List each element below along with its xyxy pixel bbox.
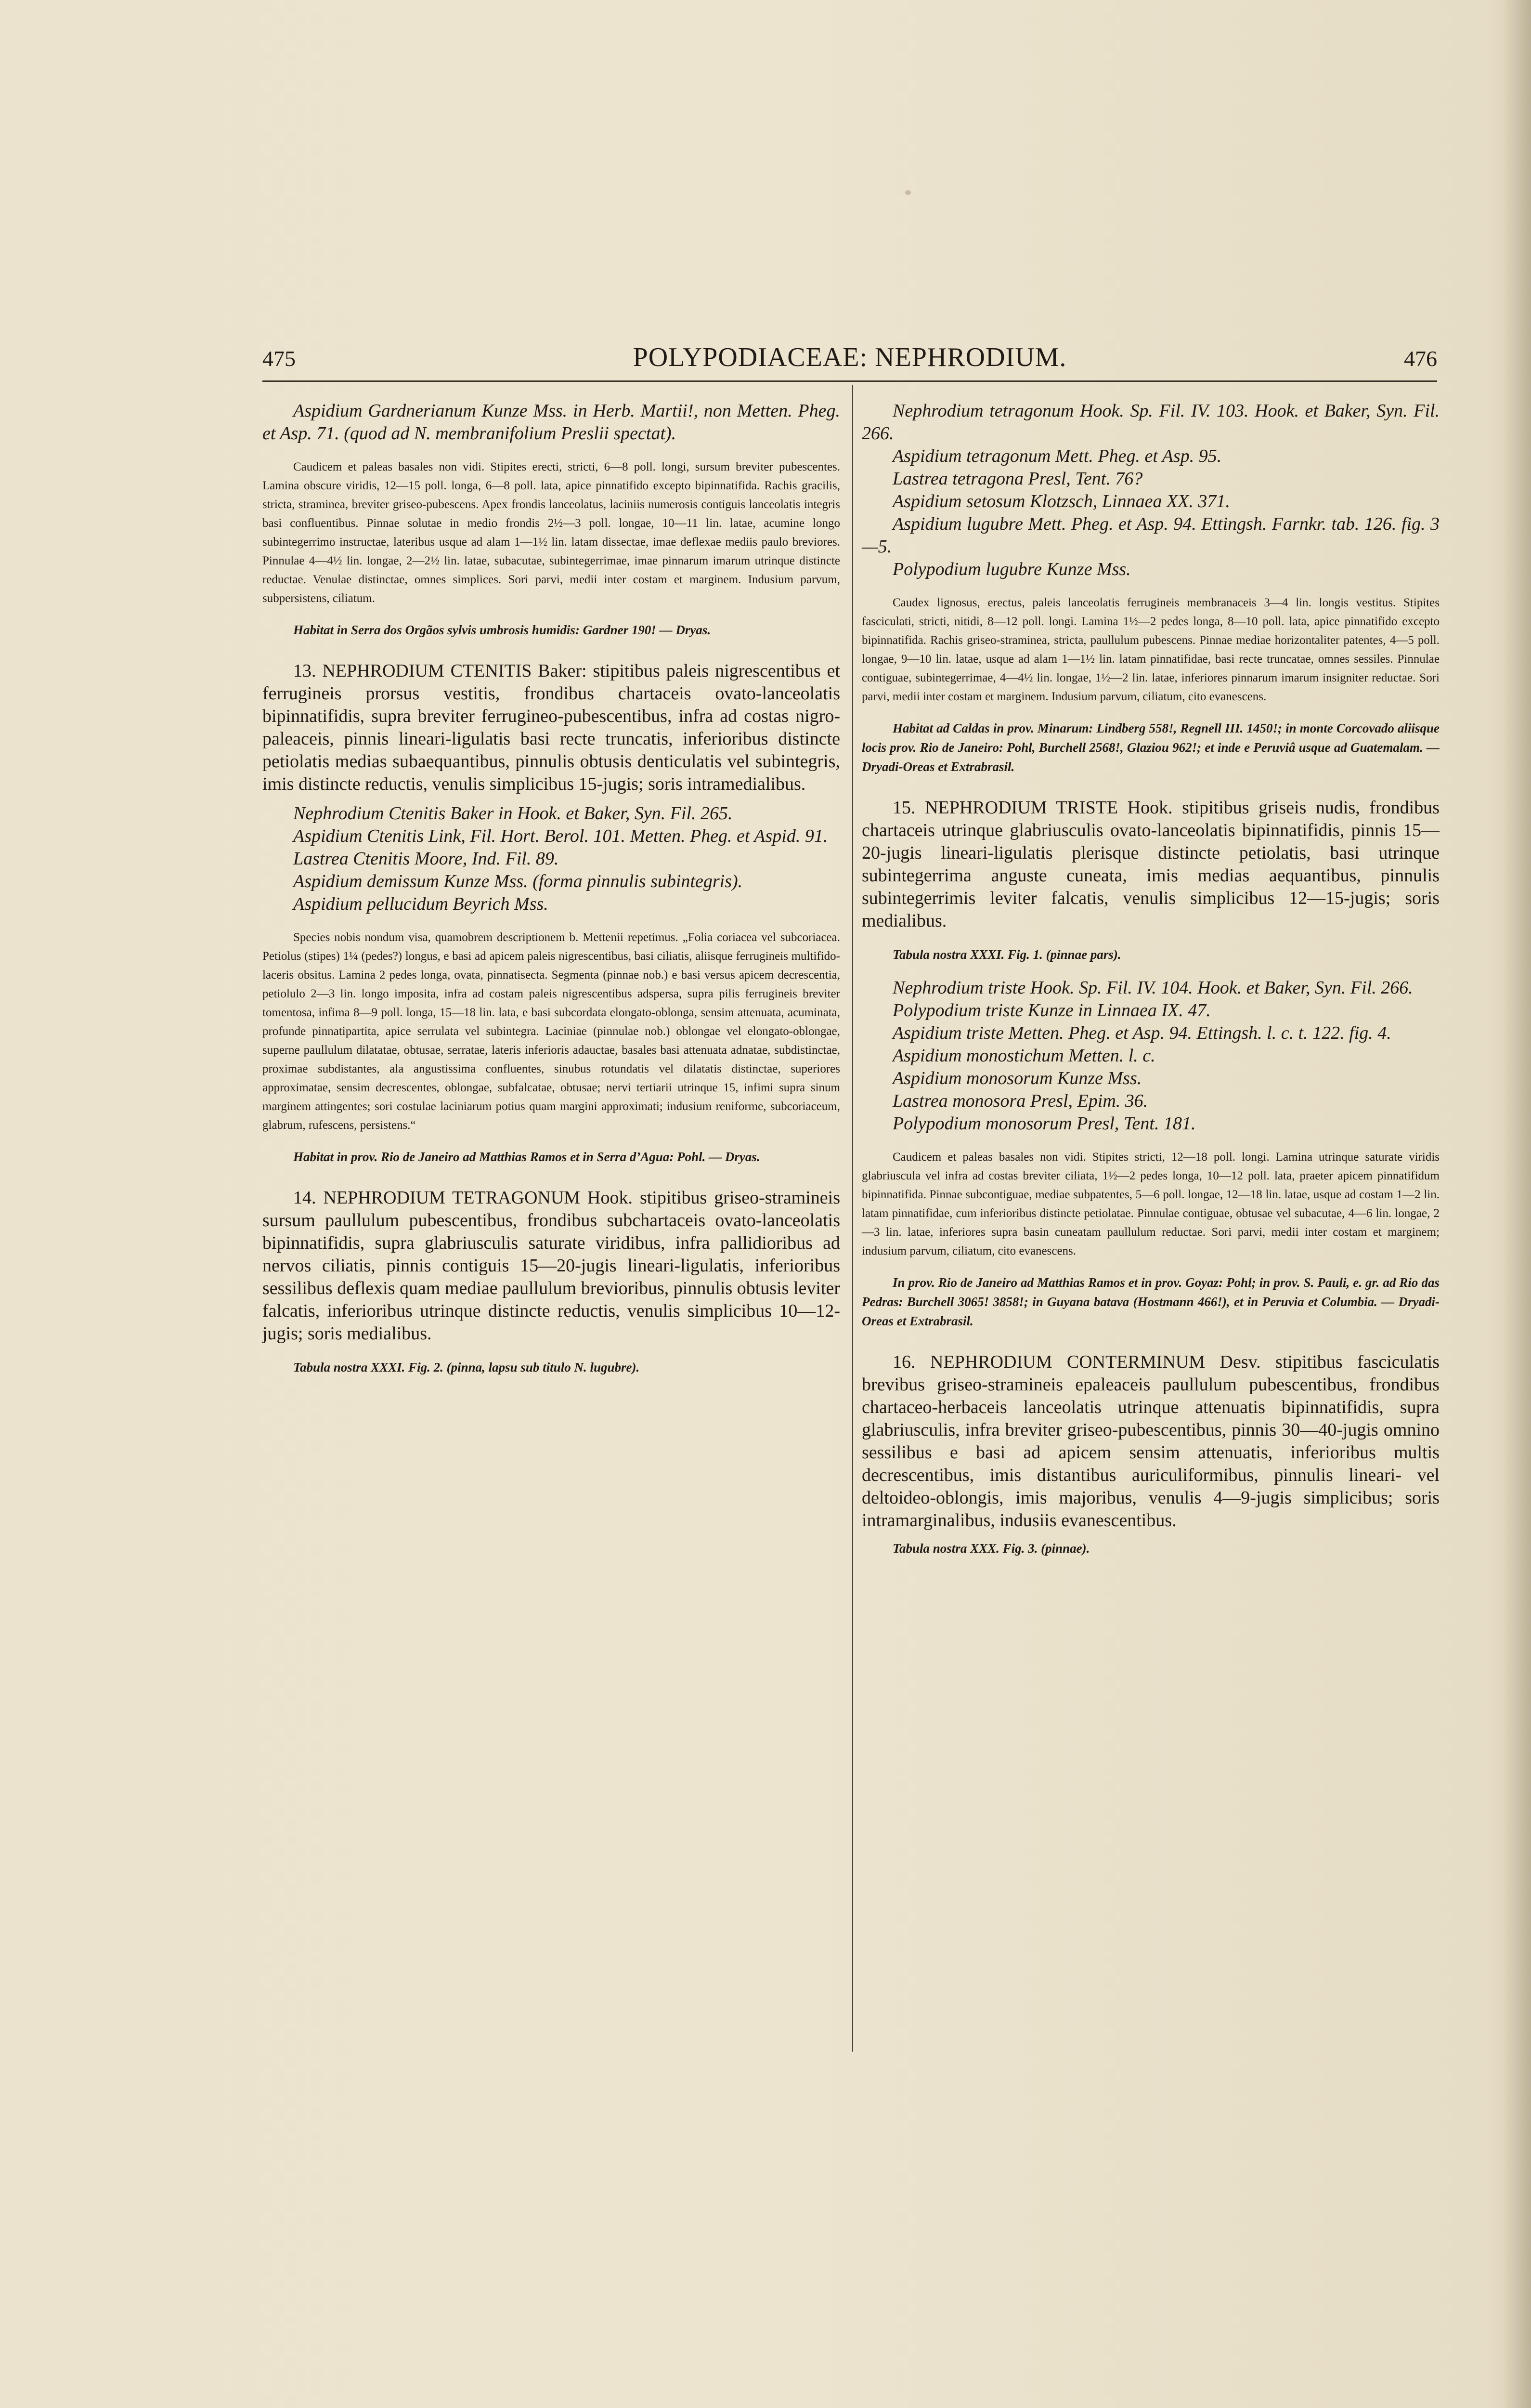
plate-reference-16: Tabula nostra XXX. Fig. 3. (pinnae). [893, 1541, 1090, 1556]
paper-spot [905, 190, 911, 195]
species-16-diagnosis: 16. NEPHRODIUM CONTERMINUM Desv. stipitibus fasciculatis brevibus griseo-stramineis epaleaceis paullulum pubescentibus, frondibus chartaceo-herbaceis lanceolatis utrinque attenuatis bipinnatifidis, supra glabriusculis, infra breviter griseo-pubescentibus, pinnis 30—40-jugis omnino sessilibus e basi ad apicem sensim attenuatis, inferioribus multis decrescentibus, imis distantibus auriculiformibus, pinnulis lineari- vel deltoideo-oblongis, imis majoribus, venulis 4—9-jugis simplicibus; soris intramarginalibus, indusiis evanescentibus. [862, 1352, 1440, 1531]
left-page-number: 475 [262, 346, 296, 371]
synonym-line: Nephrodium triste Hook. Sp. Fil. IV. 104. Hook. et Baker, Syn. Fil. 266. [893, 978, 1413, 998]
habitat-species-15: In prov. Rio de Janeiro ad Matthias Ramos et in prov. Goyaz: Pohl; in prov. S. Pauli, e. gr. ad Rio das Pedras: Burchell 3065! 3858!; in Guyana batava (Hostmann 466!), et in Peruvia et Columbia. — Dryadi-Oreas et Extrabrasil. [862, 1275, 1440, 1328]
right-page-number: 476 [1404, 346, 1437, 371]
synonym-line: Aspidium demissum Kunze Mss. (forma pinnulis subintegris). [293, 871, 743, 891]
right-column [862, 400, 1440, 1558]
habitat-species-13: Habitat in prov. Rio de Janeiro ad Matthias Ramos et in Serra d’Agua: Pohl. — Dryas. [293, 1150, 760, 1164]
description-species-12: Caudicem et paleas basales non vidi. Stipites erecti, stricti, 6—8 poll. longi, sursum breviter pubescentes. Lamina obscure viridis, 12—15 poll. longa, 6—8 poll. lata, apice pinnatifido excepto bipinnatifida. Rachis gracilis, stricta, straminea, breviter griseo-pubescens. Apex frondis lanceolatus, laciniis numerosis contiguis lanceolatis integris basi confluentibus. Pinnae solutae in medio frondis 2½—3 poll. longae, 10—11 lin. latae, acumine longo subintegerrimo instructae, lateribus usque ad alam 1—1½ lin. latam dissectae, imae deflexae mediis paulo breviores. Pinnulae 4—4½ lin. longae, 2—2½ lin. latae, subacutae, subintegerrimae, imae pinnarum imarum utrinque distincte reductae. Venulae distinctae, omnes simplices. Sori parvi, medii inter costam et marginem. Indusium parvum, subpersistens, ciliatum. [262, 460, 840, 605]
species-15-diagnosis: 15. NEPHRODIUM TRISTE Hook. stipitibus griseis nudis, frondibus chartaceis utrinque glabriusculis ovato-lanceolatis bipinnatifidis, pinnis 15—20-jugis lineari-ligulatis plerisque distincte petiolatis, basi utrinque subintegerrima anguste cuneata, imis medias aequantibus, pinnulis subintegerrimis leviter falcatis, venulis simplicibus 12—15-jugis; soris medialibus. [862, 798, 1440, 931]
left-column [262, 400, 840, 1377]
habitat-species-14: Habitat ad Caldas in prov. Minarum: Lindberg 558!, Regnell III. 1450!; in monte Corcovado aliisque locis prov. Rio de Janeiro: Pohl, Burchell 2568!, Glaziou 962!; et inde e Peruviâ usque ad Guatemalam. — Dryadi-Oreas et Extrabrasil. [862, 721, 1440, 774]
running-header [262, 342, 1437, 384]
synonym-gardnerianum: Aspidium Gardnerianum Kunze Mss. in Herb. Martii!, non Metten. Pheg. et Asp. 71. (quod ad N. membranifolium Preslii spectat). [262, 401, 840, 444]
species-13-diagnosis: 13. NEPHRODIUM CTENITIS Baker: stipitibus paleis nigrescentibus et ferrugineis prorsus vestitis, frondibus chartaceis ovato-lanceolatis bipinnatifidis, supra breviter ferrugineo-pubescentibus, infra ad costas nigro-paleaceis, pinnis lineari-ligulatis basi recte truncatis, inferioribus distincte petiolatis medias subaequantibus, pinnulis obtusis denticulatis vel subintegris, imis distincte reductis, venulis simplicibus 15-jugis; soris intramedialibus. [262, 661, 840, 794]
synonym-line: Polypodium triste Kunze in Linnaea IX. 47. [893, 1000, 1211, 1021]
synonym-line: Polypodium lugubre Kunze Mss. [893, 559, 1131, 579]
running-title: POLYPODIACEAE: NEPHRODIUM. [633, 342, 1067, 372]
synonym-line: Aspidium monostichum Metten. l. c. [893, 1046, 1155, 1066]
plate-reference-14: Tabula nostra XXXI. Fig. 2. (pinna, lapsu sub titulo N. lugubre). [293, 1360, 640, 1374]
description-species-15: Caudicem et paleas basales non vidi. Stipites stricti, 12—18 poll. longi. Lamina utrinque saturate viridis glabriuscula vel infra ad costas breviter ciliata, 1½—2 pedes longa, 10—12 poll. lata, praeter apicem pinnatifidum bipinnatifida. Pinnae subcontiguae, mediae subpatentes, 5—6 poll. longae, 12—18 lin. latae, usque ad costam 1—2 lin. latam pinnatifidae, cum inferioribus distincte petiolatae. Pinnulae contiguae, obtusae vel subacutae, 4—6 lin. longae, 2—3 lin. latae, inferiores supra basin cuneatam paullulum reductae. Sori parvi, medii inter costam et marginem; indusium parvum, ciliatum, cito evanescens. [862, 1151, 1440, 1257]
synonym-line: Aspidium pellucidum Beyrich Mss. [293, 894, 548, 914]
species-14-diagnosis: 14. NEPHRODIUM TETRAGONUM Hook. stipitibus griseo-stramineis sursum paullulum pubescentibus, frondibus subchartaceis ovato-lanceolatis bipinnatifidis, supra glabriusculis saturate viridibus, infra pallidioribus ad nervos ciliatis, pinnis contiguis 15—20-jugis lineari-ligulatis, inferioribus sessilibus deflexis quam mediae paullulum brevioribus, pinnulis obtusis leviter falcatis, inferioribus utrinque distincte reductis, venulis simplicibus 10—12-jugis; soris medialibus. [262, 1188, 841, 1344]
page-edge-shadow [1502, 0, 1531, 2408]
synonym-line: Lastrea Ctenitis Moore, Ind. Fil. 89. [293, 849, 559, 869]
synonym-line: Lastrea monosora Presl, Epim. 36. [893, 1091, 1148, 1111]
habitat-species-12: Habitat in Serra dos Orgãos sylvis umbrosis humidis: Gardner 190! — Dryas. [293, 623, 711, 637]
synonyms-species-15 [862, 977, 1440, 1135]
synonym-line: Nephrodium Ctenitis Baker in Hook. et Baker, Syn. Fil. 265. [293, 803, 733, 824]
description-species-14: Caudex lignosus, erectus, paleis lanceolatis ferrugineis membranaceis 3—4 lin. longis vestitus. Stipites fasciculati, stricti, nitidi, 8—12 poll. longi. Lamina 1½—2 pedes longa, 8—10 poll. lata, apice pinnatifido excepto bipinnatifida. Rachis griseo-straminea, stricta, paullulum pubescens. Pinnae mediae horizontaliter patentes, 4—5 poll. longae, 9—10 lin. latae, usque ad alam 1—1½ lin. latam pinnatifidae, basi recte truncatae, omnes sessiles. Pinnulae contiguae, subintegerrimae, 4—4½ lin. longae, 1½—2 lin. latae, inferiores pinnarum imarum insigniter reductae. Sori parvi, medii inter costam et marginem. Indusium parvum, ciliatum, cito evanescens. [862, 596, 1440, 703]
synonym-line: Aspidium monosorum Kunze Mss. [893, 1068, 1142, 1088]
synonym-line: Nephrodium tetragonum Hook. Sp. Fil. IV. 103. Hook. et Baker, Syn. Fil. 266. [862, 401, 1440, 444]
synonym-line: Aspidium setosum Klotzsch, Linnaea XX. 371. [893, 491, 1230, 511]
synonym-line: Polypodium monosorum Presl, Tent. 181. [893, 1113, 1196, 1134]
column-divider [852, 385, 853, 2052]
synonyms-species-14 [862, 400, 1440, 581]
synonym-line: Aspidium Ctenitis Link, Fil. Hort. Berol. 101. Metten. Pheg. et Aspid. 91. [293, 826, 828, 846]
synonyms-species-13 [262, 802, 840, 916]
header-rule [262, 380, 1437, 382]
plate-reference-15: Tabula nostra XXXI. Fig. 1. (pinnae pars). [893, 947, 1121, 962]
description-species-13: Species nobis nondum visa, quamobrem descriptionem b. Mettenii repetimus. „Folia coriacea vel subcoriacea. Petiolus (stipes) 1¼ (pedes?) longus, e basi ad apicem paleis nigrescentibus, basi ciliatis, aliisque ferrugineis multifido-laceris obsitus. Lamina 2 pedes longa, ovata, pinnatisecta. Segmenta (pinnae nob.) e basi versus apicem decrescentia, petiolulo 2—3 lin. longo imposita, infra ad costam paleis nigrescentibus adspersa, supra pilis ferrugineis breviter tomentosa, infima 8—9 poll. longa, 15—18 lin. lata, e basi subcordata elongato-oblonga, sensim attenuata, acuminata, profunde pinnatipartita, apice serrulata vel subintegra. Laciniae (pinnulae nob.) oblongae vel elongato-oblongae, superne paullulum dilatatae, obtusae, serratae, lateris inferioris adauctae, basales basi attenuata adnatae, subdistinctae, proximae subdistantes, ala angustissima confluentes, sinubus rotundatis vel dilatatis distinctae, superiores approximatae, sensim decrescentes, oblongae, subfalcatae, obtusae; nervi tertiarii utrinque 15, infimi supra sinum marginem attingentes; sori costulae laciniarum potius quam margini approximati; indusium reniforme, subcoriaceum, glabrum, rufescens, persistens.“ [262, 931, 840, 1132]
synonym-line: Lastrea tetragona Presl, Tent. 76? [893, 469, 1143, 489]
synonym-line: Aspidium lugubre Mett. Pheg. et Asp. 94. Ettingsh. Farnkr. tab. 126. fig. 3—5. [862, 514, 1440, 557]
synonym-line: Aspidium tetragonum Mett. Pheg. et Asp. 95. [893, 446, 1222, 466]
synonym-line: Aspidium triste Metten. Pheg. et Asp. 94. Ettingsh. l. c. t. 122. fig. 4. [893, 1023, 1391, 1043]
